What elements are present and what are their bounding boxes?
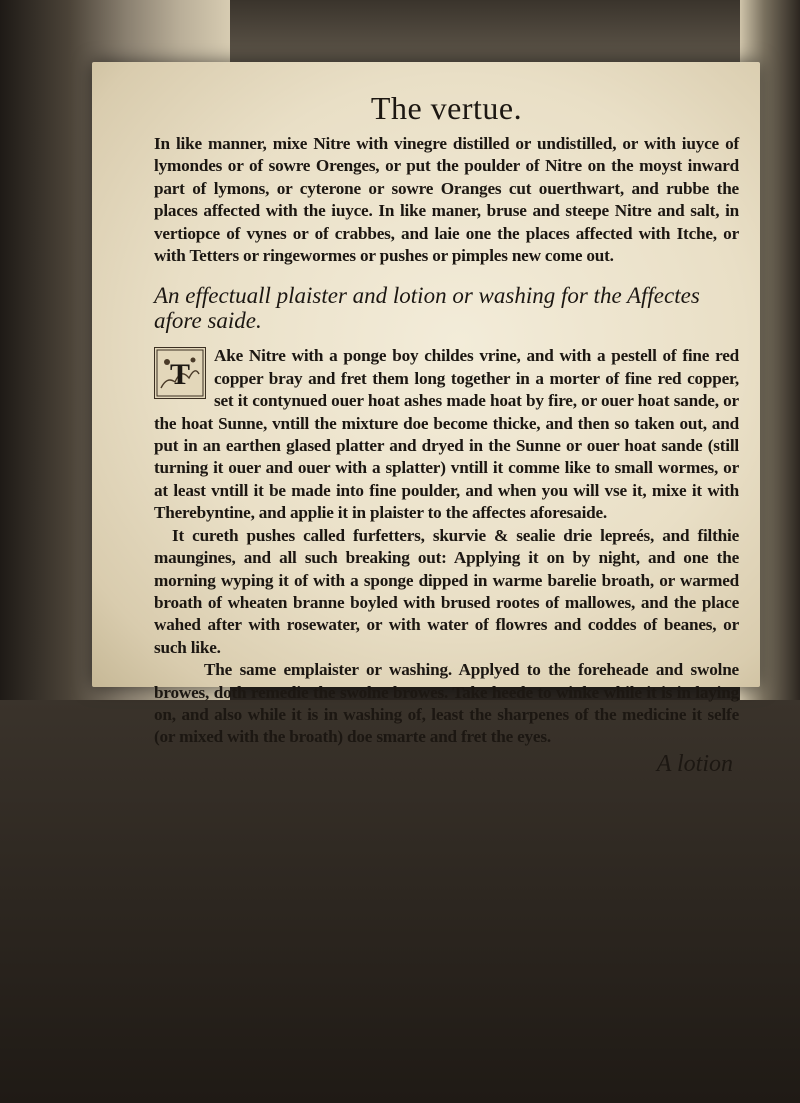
paragraph-2-wrap — [154, 345, 739, 524]
section-heading: An effectuall plaister and lotion or washing for the Affectes afore saide. — [154, 283, 700, 334]
book-page — [92, 62, 760, 777]
paragraph-2: Ake Nitre with a ponge boy childes vrine, and with a pestell of fine red copper bray and fret them long together in a morter of fine red copper, set it contynued ouer hoat ashes made hoat by fire, or ouer hoat sande, or the hoat Sunne, vntill the mixture doe become thicke, and then so taken out, and put in an earthen glased platter and dryed in the Sunne or ouer hoat sande (still turning it ouer and ouer with a splatter) vntill it comme like to small wormes, or at least vntill it be made into fine poulder, and when you will vse it, mixe it with Therebyntine, and applie it in plaister to the affectes aforesaide. — [154, 346, 739, 523]
decorated-initial — [154, 347, 206, 399]
catchword: A lotion — [656, 750, 733, 777]
dropcap-letter: T — [169, 358, 191, 392]
page-content — [154, 90, 739, 777]
paragraph-1: In like manner, mixe Nitre with vinegre distilled or undistilled, or with iuyce of lymondes or of sowre Orenges, or put the poulder of Nitre on the moyst inward part of lymons, or cyterone or sowre Oranges cut ouerthwart, and rubbe the places affected with the iuyce. In like maner, bruse and steepe Nitre and salt, in vertiopce of vynes or of crabbes, and laie one the places affected with Itche, or with Tetters or ringewormes or pushes or pimples new come out. — [154, 134, 739, 266]
paragraph-4: The same emplaister or washing. Applyed to the foreheade and swolne browes, doth remedie the swolne browes. Take heede to winke while it is in laying on, and also while it is in washing of, least the sharpenes of the medicine it selfe (or mixed with the broath) doe smarte and fret the eyes. — [154, 660, 739, 747]
running-head: The vertue. — [370, 90, 523, 126]
ornament-icon — [155, 348, 205, 398]
paragraph-3: It cureth pushes called furfetters, skurvie & sealie drie lepreés, and filthie maungines, and all such breaking out: Applying it on by night, and one the morning wyping it of with a sponge dipped in warme barelie broath, or warmed broath of wheaten branne boyled with brused rootes of mallowes, and the place wahed after with rosewater, or with water of flowres and coddes of beanes, or such like. — [154, 525, 739, 657]
